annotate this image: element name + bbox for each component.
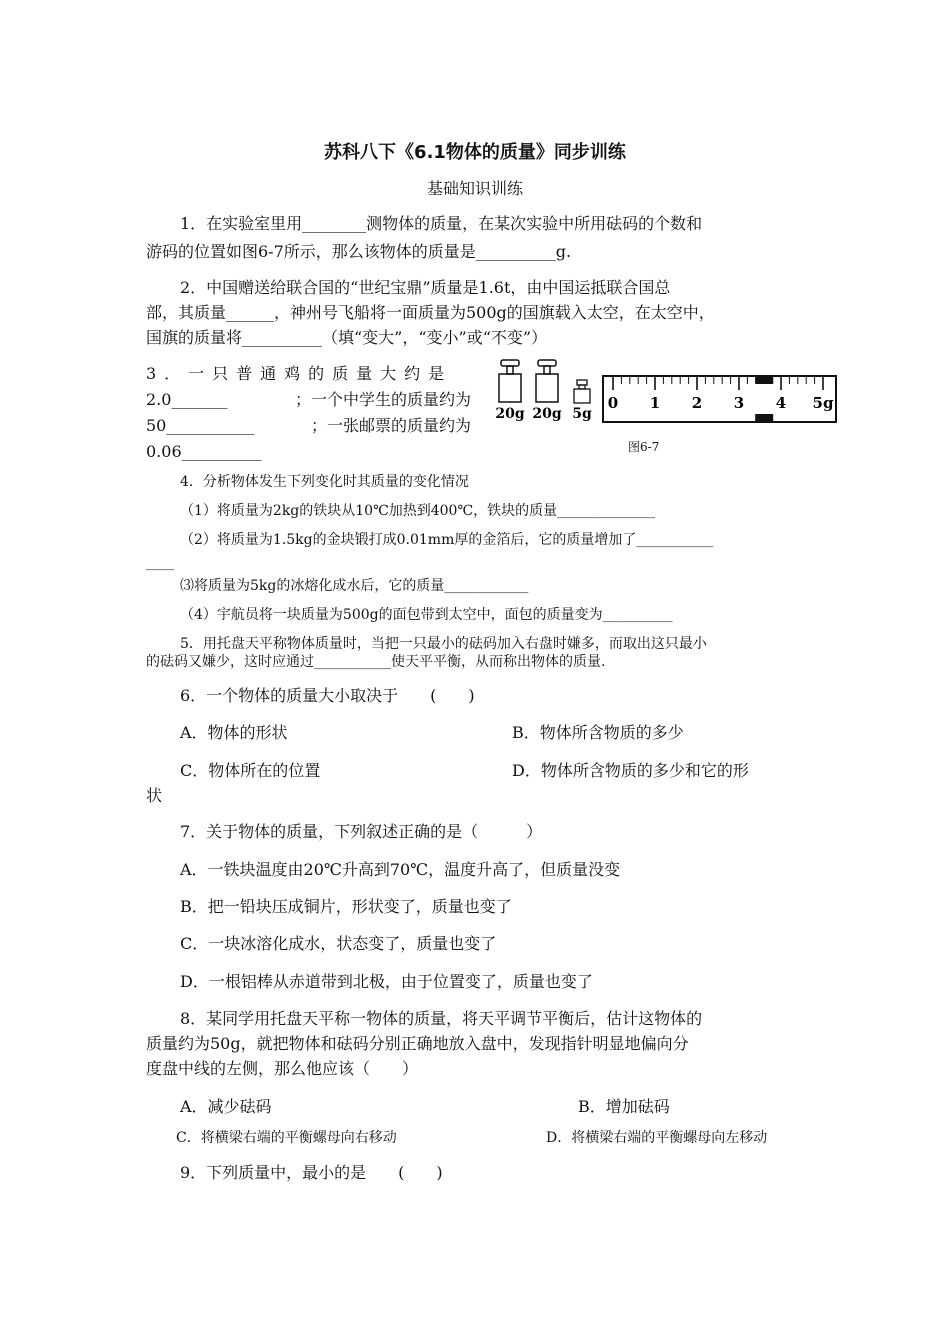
q3-line1 <box>146 362 471 386</box>
ruler-tick-label: 5g <box>812 394 834 412</box>
q8-option-d: D．将横梁右端的平衡螺母向左移动 <box>546 1130 768 1146</box>
ruler-tick-label: 4 <box>775 394 787 412</box>
q6-option-d-wrap: 状 <box>146 786 163 805</box>
q3-line4: 0.06__________ <box>146 442 262 461</box>
rider-bottom <box>755 414 773 422</box>
q1-line2: 游码的位置如图6-7所示，那么该物体的质量是__________g. <box>146 242 572 261</box>
rider-top <box>755 376 773 384</box>
q3-line2-text: ；一个中学生的质量约为 <box>294 390 471 409</box>
document-title: 苏科八下《6.1物体的质量》同步训练 <box>324 142 626 163</box>
q4-item1: （1）将质量为2kg的铁块从10℃加热到400℃，铁块的质量______________ <box>180 503 656 519</box>
q8-option-b: B．增加砝码 <box>578 1097 670 1116</box>
q8-option-a: A．减少砝码 <box>180 1097 272 1116</box>
q6-option-b: B．物体所含物质的多少 <box>512 723 684 742</box>
figure-balance-weights-ruler <box>495 358 840 458</box>
section-title: 基础知识训练 <box>426 179 523 198</box>
q5-line2: 的砝码又嫌少，这时应通过___________使天平平衡，从而称出物体的质量. <box>146 654 606 670</box>
q4-intro: 4．分析物体发生下列变化时其质量的变化情况 <box>180 474 469 490</box>
weight-20g-2 <box>532 360 561 422</box>
q3-line3 <box>146 414 471 438</box>
ruler-tick-label: 3 <box>733 394 745 412</box>
q6-stem: 6．一个物体的质量大小取决于 ( ) <box>180 686 475 705</box>
ruler-tick-label: 0 <box>607 394 619 412</box>
q3-blank-chicken: 2.0_______ <box>146 390 228 409</box>
q7-stem: 7．关于物体的质量，下列叙述正确的是（ ） <box>180 822 543 841</box>
q2-line2: 部，其质量______，神州号飞船将一面质量为500g的国旗载入太空，在太空中， <box>146 303 715 322</box>
weight-label-1: 20g <box>495 406 525 422</box>
q8-option-c: C．将横梁右端的平衡螺母向右移动 <box>176 1130 397 1146</box>
q4-item4: （4）宇航员将一块质量为500g的面包带到太空中，面包的质量变为__________ <box>180 607 673 623</box>
q2-line3: 国旗的质量将__________（填“变大”，“变小”或“不变”） <box>146 328 548 347</box>
q8-line2: 质量约为50g，就把物体和砝码分别正确地放入盘中，发现指针明显地偏向分 <box>146 1034 689 1053</box>
q7-option-c: C．一块冰溶化成水，状态变了，质量也变了 <box>180 934 497 953</box>
q1-line1: 1．在实验室里用________测物体的质量，在某次实验中所用砝码的个数和 <box>180 214 703 233</box>
q4-item3: ⑶将质量为5kg的冰熔化成水后，它的质量____________ <box>180 578 529 594</box>
q3-line3-text: ；一张邮票的质量约为 <box>310 416 471 435</box>
q6-option-c: C．物体所在的位置 <box>180 761 321 780</box>
ruler-ticks <box>608 376 834 412</box>
q7-option-a: A．一铁块温度由20℃升高到70℃，温度升高了，但质量没变 <box>180 860 621 879</box>
ruler-tick-label: 2 <box>691 394 703 412</box>
weight-label-2: 20g <box>532 406 562 422</box>
q6-option-d: D．物体所含物质的多少和它的形 <box>512 761 749 780</box>
q9-stem: 9．下列质量中，最小的是 ( ) <box>180 1163 443 1182</box>
rider-scale <box>603 376 836 422</box>
q3-line2 <box>146 388 471 412</box>
figure-caption: 图6-7 <box>628 440 660 454</box>
q4-item2: （2）将质量为1.5kg的金块锻打成0.01mm厚的金箔后，它的质量增加了___________ <box>180 532 714 548</box>
weight-label-3: 5g <box>572 406 592 422</box>
ruler-tick-label: 1 <box>649 394 661 412</box>
q4-item2-wrap: ____ <box>146 555 174 571</box>
q5-line1: 5．用托盘天平称物体质量时，当把一只最小的砝码加入右盘时嫌多，而取出这只最小 <box>180 636 707 652</box>
q7-option-b: B．把一铅块压成铜片，形状变了，质量也变了 <box>180 897 512 916</box>
q8-line1: 8．某同学用托盘天平称一物体的质量，将天平调节平衡后，估计这物体的 <box>180 1009 703 1028</box>
weight-20g-1 <box>495 360 524 422</box>
weight-5g <box>572 380 592 422</box>
q6-option-a: A．物体的形状 <box>180 723 288 742</box>
q8-line3: 度盘中线的左侧，那么他应该（ ） <box>146 1059 419 1078</box>
q2-line1: 2．中国赠送给联合国的“世纪宝鼎”质量是1.6t，由中国运抵联合国总 <box>180 278 671 297</box>
q3-line1-text: 3．一只普通鸡的质量大约是 <box>146 364 453 383</box>
q3-blank-student: 50___________ <box>146 416 255 435</box>
q7-option-d: D．一根铝棒从赤道带到北极，由于位置变了，质量也变了 <box>180 972 593 991</box>
